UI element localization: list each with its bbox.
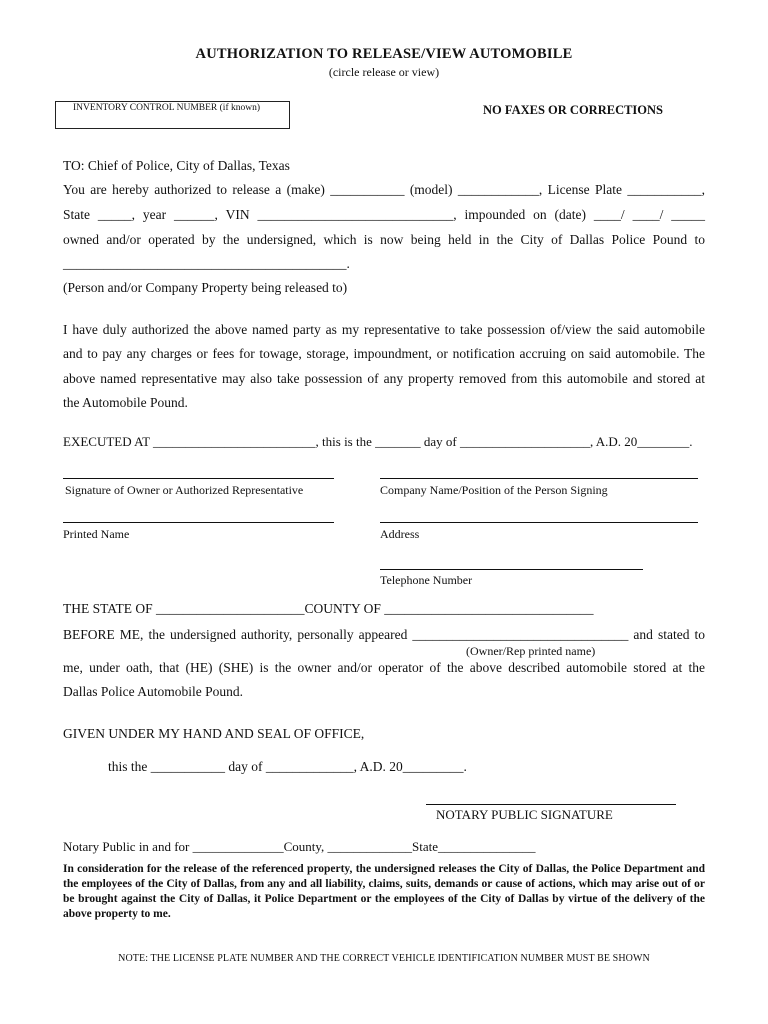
owner-signature-line[interactable] (63, 478, 334, 479)
notary-signature-label: NOTARY PUBLIC SIGNATURE (436, 807, 613, 822)
notary-date-line[interactable]: this the ___________ day of _____________, A.D. 20_________. (108, 759, 467, 774)
vehicle-state-vin-line[interactable]: State _____, year ______, VIN _____________________________, impounded on (date) ____/ ____/ _____ (63, 207, 705, 222)
authorization-paragraph-line: and to pay any charges or fees for towage, storage, impoundment, or notification accruing on said automobile. The (63, 346, 705, 361)
printed-name-label: Printed Name (63, 527, 130, 541)
executed-at-line[interactable]: EXECUTED AT _________________________, this is the _______ day of ____________________, A.D. 20________. (63, 434, 693, 449)
state-county-line[interactable]: THE STATE OF ______________________COUNTY OF _______________________________ (63, 601, 594, 616)
address-line[interactable] (380, 522, 698, 523)
notary-signature-line[interactable] (426, 804, 676, 805)
form-title: AUTHORIZATION TO RELEASE/VIEW AUTOMOBILE (195, 46, 573, 62)
oath-line: me, under oath, that (HE) (SHE) is the owner and/or operator of the above described automobile stored at the (63, 660, 705, 675)
owner-signature-label: Signature of Owner or Authorized Representative (65, 483, 304, 497)
company-position-line[interactable] (380, 478, 698, 479)
footer-note: NOTE: THE LICENSE PLATE NUMBER AND THE CORRECT VEHICLE IDENTIFICATION NUMBER MUST BE SHOWN (118, 953, 650, 964)
owner-rep-printed-name-label: (Owner/Rep printed name) (466, 644, 596, 658)
given-under-hand-line: GIVEN UNDER MY HAND AND SEAL OF OFFICE, (63, 726, 365, 741)
authorization-paragraph-line: I have duly authorized the above named party as my representative to take possession of/view the said automobile (63, 322, 705, 337)
authorization-paragraph-line: the Automobile Pound. (63, 395, 188, 410)
printed-name-line[interactable] (63, 522, 334, 523)
telephone-label: Telephone Number (380, 573, 473, 587)
vehicle-make-model-line[interactable]: You are hereby authorized to release a (make) ___________ (model) ____________, License Plate ___________, (63, 182, 705, 197)
notary-county-state-line[interactable]: Notary Public in and for ______________County, _____________State_______________ (63, 839, 536, 854)
company-position-label: Company Name/Position of the Person Signing (380, 483, 608, 497)
address-label: Address (380, 527, 420, 541)
released-to-label: (Person and/or Company Property being released to) (63, 280, 348, 295)
released-to-field[interactable]: __________________________________________. (63, 256, 350, 271)
before-me-line[interactable]: BEFORE ME, the undersigned authority, personally appeared ________________________________ and stated to (63, 627, 705, 642)
form-subtitle: (circle release or view) (328, 65, 440, 79)
liability-release-paragraph: In consideration for the release of the referenced property, the undersigned releases the City of Dallas, the Police Department and the employees of the City of Dallas, from any and all liability, claims, suits, demands or cause of actions, which may arise out of or be brought against the City of Dallas, it Police Department or the employees of the City of Dallas by virtue of the delivery of the above property to me. (63, 863, 705, 920)
owned-operated-line: owned and/or operated by the undersigned, which is now being held in the City of Dallas Police Pound to (63, 232, 705, 247)
telephone-line[interactable] (380, 569, 643, 570)
no-faxes-notice: NO FAXES OR CORRECTIONS (483, 103, 663, 117)
oath-line: Dallas Police Automobile Pound. (63, 684, 243, 699)
to-line: TO: Chief of Police, City of Dallas, Texas (63, 158, 290, 173)
inventory-control-number-label: INVENTORY CONTROL NUMBER (if known) (73, 103, 261, 113)
authorization-paragraph-line: above named representative may also take possession of any property removed from this automobile and stored at (63, 371, 705, 386)
